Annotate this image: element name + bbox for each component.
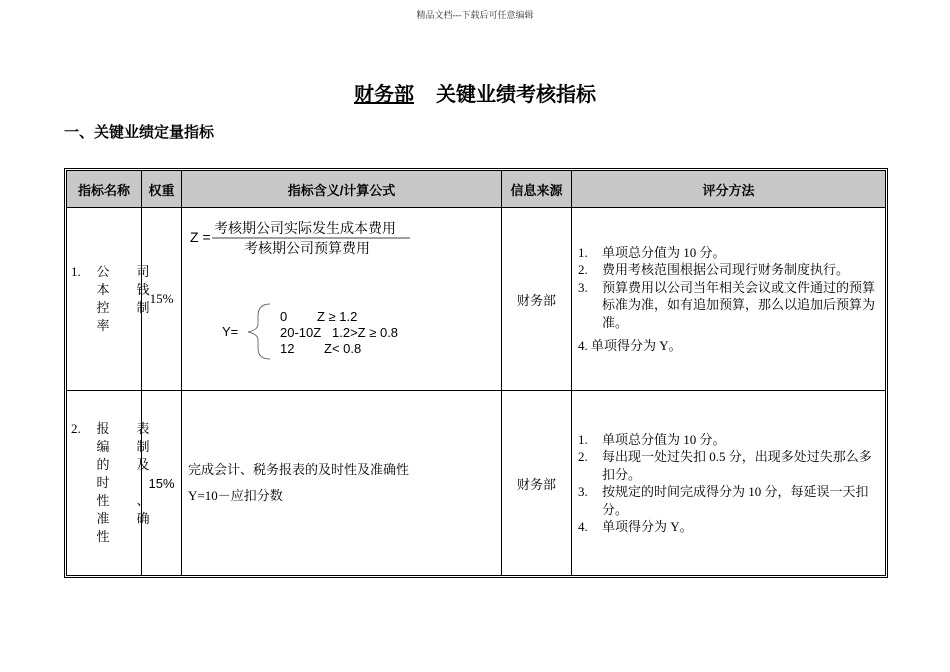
- name-char: 确: [136, 511, 150, 527]
- name-char: [113, 510, 133, 528]
- kpi-table-frame: [64, 168, 888, 578]
- formula-y-label: Y=: [222, 324, 239, 339]
- name-char: [133, 528, 153, 546]
- name-char: [113, 492, 133, 510]
- indicator-formula: [182, 208, 502, 391]
- indicator-number: 1.: [71, 264, 81, 280]
- formula-numerator: 考核期公司实际发生成本费用: [214, 220, 396, 236]
- method-item: 1. 单项总分值为 10 分。: [578, 244, 726, 260]
- formula-line: 完成会计、税务报表的及时性及准确性: [188, 462, 410, 478]
- table-header-row: [67, 171, 886, 208]
- method-item: 1. 单项总分值为 10 分。: [578, 431, 726, 447]
- name-char: 本: [96, 282, 110, 298]
- name-char: [113, 528, 133, 546]
- name-char: 性: [96, 493, 110, 509]
- name-char: [113, 299, 133, 317]
- section-title: 一、关键业绩定量指标: [64, 124, 215, 141]
- indicator-source: 财务部: [502, 208, 572, 391]
- name-char: [113, 263, 133, 281]
- name-char: [113, 420, 133, 438]
- col-header-method: 评分方法: [572, 171, 886, 208]
- indicator-number: 2.: [71, 421, 81, 437]
- name-char: [113, 474, 133, 492]
- scoring-method: [572, 391, 886, 576]
- name-char: [113, 456, 133, 474]
- case-condition: Z< 0.8: [324, 341, 362, 356]
- name-char: 控: [96, 300, 110, 316]
- col-header-name: 指标名称: [67, 171, 142, 208]
- name-char: 编: [96, 439, 110, 455]
- name-char: [113, 317, 133, 335]
- indicator-weight: 15%: [142, 208, 182, 391]
- formula-line: Y=10－应扣分数: [188, 488, 283, 504]
- case-condition: 1.2>Z ≥ 0.8: [332, 325, 399, 340]
- col-header-weight: 权重: [142, 171, 182, 208]
- method-item: 3. 预算费用以公司当年相关会议或文件通过的预算标准为准，如有追加预算，那么以追加后预算为准。: [578, 279, 876, 330]
- method-item: 2. 费用考核范围根据公司现行财务制度执行。: [578, 262, 850, 278]
- case-value: 0: [280, 309, 288, 324]
- name-char: 公: [96, 264, 110, 280]
- name-char: 、: [136, 493, 150, 509]
- name-char: [113, 281, 133, 299]
- name-char: 制: [136, 439, 150, 455]
- name-char: 司: [136, 264, 150, 280]
- indicator-name: [67, 391, 150, 576]
- case-condition: Z ≥ 1.2: [317, 309, 358, 324]
- name-char: 制: [136, 300, 150, 316]
- name-char: 表: [136, 421, 150, 437]
- page-header-note: 精品文档---下载后可任意编辑: [416, 10, 534, 20]
- name-char: 时: [96, 475, 110, 491]
- name-char: 性: [96, 529, 110, 545]
- name-char: [113, 438, 133, 456]
- name-char: 的: [96, 457, 110, 473]
- name-char: 率: [96, 318, 110, 334]
- col-header-formula: 指标含义/计算公式: [182, 171, 502, 208]
- method-item: 4. 单项得分为 Y。: [578, 338, 682, 354]
- name-char: [133, 317, 153, 335]
- indicator-weight: 15%: [142, 391, 182, 576]
- case-value: 20-10Z: [280, 325, 322, 340]
- table-row: [67, 208, 886, 391]
- title-name: 关键业绩考核指标: [436, 84, 596, 106]
- indicator-name-chars: [93, 420, 153, 546]
- case-value: 12: [280, 341, 295, 356]
- brace-icon: [248, 304, 270, 359]
- indicator-name-chars: [93, 263, 153, 335]
- formula-graphic: [182, 208, 502, 391]
- formula-denominator: 考核期公司预算费用: [244, 240, 370, 256]
- title-department: 财务部: [354, 84, 414, 106]
- formula-z-label: Z =: [190, 229, 211, 245]
- col-header-source: 信息来源: [502, 171, 572, 208]
- indicator-formula: [182, 391, 502, 576]
- method-item: 2. 每出现一处过失扣 0.5 分，出现多处过失那么多扣分。: [578, 449, 872, 482]
- name-char: 钱: [136, 282, 150, 298]
- page-title: [0, 78, 950, 107]
- indicator-name: [67, 208, 150, 391]
- name-char: 准: [96, 511, 110, 527]
- method-item: 3. 按规定的时间完成得分为 10 分，每延误一天扣分。: [578, 484, 869, 517]
- kpi-table: [66, 170, 886, 576]
- name-char: 及: [136, 457, 150, 473]
- indicator-source: 财务部: [502, 391, 572, 576]
- table-row: [67, 391, 886, 576]
- method-item: 4. 单项得分为 Y。: [578, 519, 693, 535]
- name-char: 报: [96, 421, 110, 437]
- scoring-method: [572, 208, 886, 391]
